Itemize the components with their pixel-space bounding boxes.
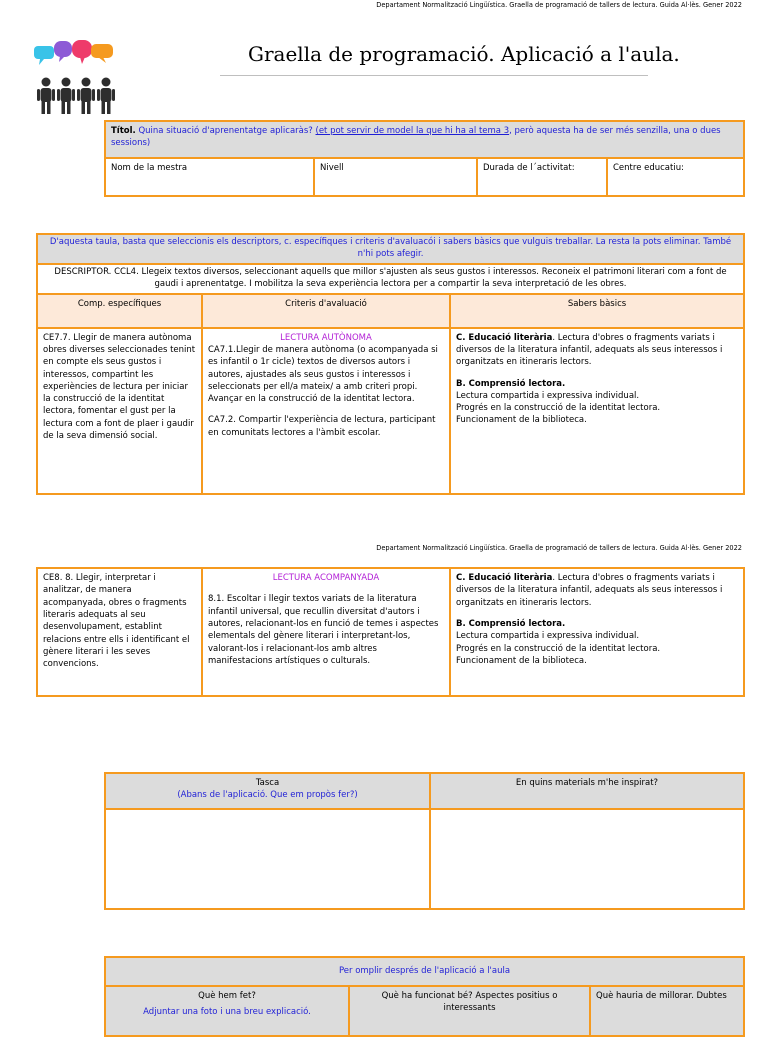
tasca-label: Tasca [255, 778, 280, 788]
page-header-note: Departament Normalització Lingüística. Graella de programació de tallers de lectura. Guida Al·lès. Gener 2022 [376, 1, 742, 9]
page-header-note-2: Departament Normalització Lingüística. Graella de programació de tallers de lectura. Guida Al·lès. Gener 2022 [376, 544, 742, 552]
que-ha-funcionat-header: Què ha funcionat bé? Aspectes positius o interessants [349, 986, 590, 1036]
saber-c-text: . Lectura d'obres o fragments variats i diversos de la literatura infantil, adequats als seus interessos i organitzats en itineraris lectors. [456, 332, 723, 368]
descriptor-text: DESCRIPTOR. CCL4. Llegeix textos diversos, seleccionant aquells que millor s'ajusten als seus gustos i interessos. Reconeix el patrimoni literari com a font de gaudi i aprenentatge. I mobilitza la seva experiència lectora per a compartir la seva interpretació de les obres. [37, 264, 744, 294]
duration-field[interactable]: Durada de l´activitat: [477, 158, 607, 196]
titol-question: Quina situació d'aprenentatge aplicaràs? [138, 126, 313, 136]
criteri-ca7-2: CA7.2. Compartir l'experiència de lectura, participant en comunitats lectores a l'àmbit escolar. [208, 415, 436, 438]
saber-b-line: Progrés en la construcció de la identitat lectora. [456, 403, 661, 414]
criteri-8-1: 8.1. Escoltar i llegir textos variats de la literatura infantil universal, que recullin diversitat d'autors i autores, relacionant-los en funció de temes i aspectes elementals del gènere literari i interpretant-los, valorant-los i relacionant-los amb altres manifestacions artístiques o culturals. [208, 594, 439, 666]
que-hem-fet-label: Què hem fet? [198, 991, 256, 1001]
criteris-ce7-cell [202, 328, 450, 494]
after-application-table [104, 956, 745, 1037]
saber-b-title: B. Comprensió lectora. [456, 618, 566, 629]
saber-c-title: C. Educació literària [456, 573, 553, 583]
criteria-table-2 [36, 567, 745, 697]
saber-b-title: B. Comprensió lectora. [456, 378, 566, 389]
sabers-ce8-cell [450, 568, 744, 696]
level-field[interactable]: Nivell [314, 158, 477, 196]
materials-header: En quins materials m'he inspirat? [430, 773, 744, 809]
info-table [104, 120, 745, 197]
que-hauria-millorar-header: Què hauria de millorar. Dubtes [590, 986, 744, 1036]
materials-content[interactable] [430, 809, 744, 909]
titol-model-link[interactable]: (et pot servir de model la que hi ha al tema 3 [315, 126, 510, 136]
speech-bubbles-icon [34, 40, 113, 65]
header-comp-especifiques: Comp. específiques [37, 294, 202, 328]
communication-logo [32, 38, 122, 118]
titol-cell [105, 121, 744, 158]
competencia-ce8: CE8. 8. Llegir, interpretar i analitzar, de manera acompanyada, obres o fragments literaris adequats al seu desenvolupament, establint relacions entre ells i identificant el gènere literari i les seves convencions. [37, 568, 202, 696]
lectura-acompanyada-heading: LECTURA ACOMPANYADA [272, 573, 380, 583]
school-field[interactable]: Centre educatiu: [607, 158, 744, 196]
saber-b-line: Progrés en la construcció de la identitat lectora. [456, 643, 661, 654]
saber-c-title: C. Educació literària [456, 332, 553, 343]
instruction-note: D'aquesta taula, basta que seleccionis els descriptors, c. específiques i criteris d'avaluacói i sabers bàsics que vulguis treballar. La resta la pots eliminar. També n'hi pots afegir. [37, 234, 744, 264]
tasca-content[interactable] [105, 809, 430, 909]
after-application-title: Per omplir després de l'aplicació a l'aula [105, 957, 744, 986]
sabers-ce7-cell [450, 328, 744, 494]
teacher-name-field[interactable]: Nom de la mestra [105, 158, 314, 196]
title-divider [220, 75, 648, 76]
header-sabers-basics: Sabers bàsics [450, 294, 744, 328]
criteria-table [36, 233, 745, 495]
titol-label: Títol. [111, 126, 136, 136]
criteri-ca7-1: CA7.1.Llegir de manera autònoma (o acompanyada si es infantil o 1r cicle) textos de diversos autors i autores, ajustades als seus gustos i interessos i seleccionats per ell/a mateix/ a amb criteri propi. Avançar en la construcció de la identitat lectora. [208, 344, 438, 405]
que-hem-fet-subtitle: Adjuntar una foto i una breu explicació. [143, 1007, 311, 1018]
titol-rest: , però aquesta ha de ser més senzilla, una o dues sessions) [111, 126, 721, 149]
tasca-header [105, 773, 430, 809]
saber-b-line: Funcionament de la biblioteca. [456, 415, 587, 426]
criteris-ce8-cell [202, 568, 450, 696]
tasca-subtitle: (Abans de l'aplicació. Que em propòs fer?) [177, 790, 358, 801]
saber-b-line: Lectura compartida i expressiva individual. [456, 390, 640, 401]
que-hem-fet-header [105, 986, 349, 1036]
task-table [104, 772, 745, 910]
page-title: Graella de programació. Aplicació a l'aula. [248, 42, 680, 66]
header-criteris-avaluacio: Criteris d'avaluació [202, 294, 450, 328]
competencia-ce7: CE7.7. Llegir de manera autònoma obres diverses seleccionades tenint en compte els seus gustos i interessos, compartint les experiències de lectura per iniciar la construcció de la identitat lectora, fomentar el gust per la lectura com a font de plaer i gaudir de la seva dimensió social. [37, 328, 202, 494]
people-icon [37, 78, 115, 115]
saber-b-line: Funcionament de la biblioteca. [456, 655, 587, 666]
saber-c-text: . Lectura d'obres o fragments variats i diversos de la literatura infantil, adequats als seus interessos i organitzats en itineraris lectors. [456, 573, 723, 608]
saber-b-line: Lectura compartida i expressiva individual. [456, 631, 640, 642]
lectura-autonoma-heading: LECTURA AUTÒNOMA [280, 332, 372, 343]
